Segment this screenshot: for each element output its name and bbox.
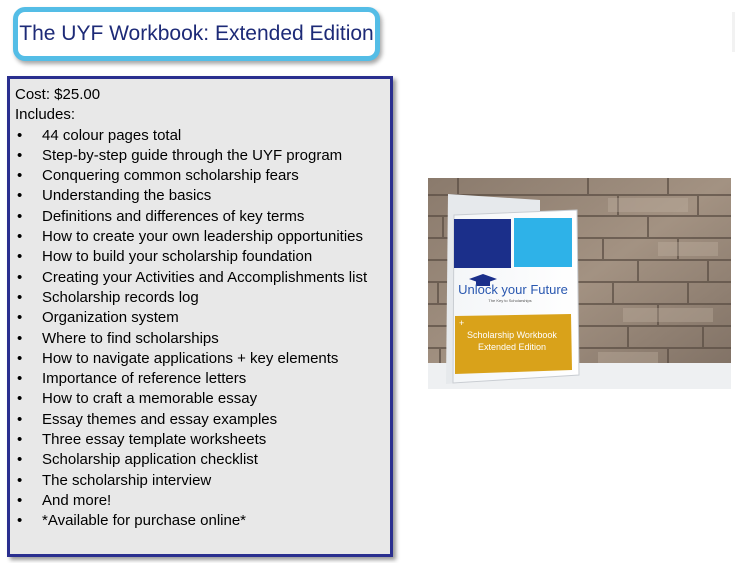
feature-item — [15, 207, 390, 227]
feature-item — [15, 389, 390, 409]
page-title: The UYF Workbook: Extended Edition — [19, 22, 374, 45]
feature-text: Essay themes and essay examples — [42, 410, 278, 428]
feature-text: The scholarship interview — [42, 471, 212, 489]
feature-item — [15, 146, 390, 166]
feature-text: Importance of reference letters — [42, 370, 247, 388]
bullet-icon: • — [17, 471, 23, 489]
title-banner — [13, 7, 380, 61]
feature-item — [15, 410, 390, 430]
bullet-icon: • — [17, 207, 23, 225]
feature-item — [15, 511, 390, 531]
feature-item — [15, 268, 390, 288]
bullet-icon: • — [17, 431, 23, 449]
bullet-icon: • — [17, 349, 23, 367]
cover-dark-square — [454, 219, 511, 268]
cost-label: Cost: $25.00 — [15, 86, 101, 103]
cover-plus: + — [459, 318, 465, 328]
cover-brand: Unlock your Future — [458, 282, 568, 297]
cover-light-square — [514, 218, 572, 267]
feature-text: Scholarship records log — [42, 288, 199, 306]
bullet-icon: • — [17, 491, 23, 509]
bullet-icon: • — [17, 248, 23, 266]
feature-text: Where to find scholarships — [42, 329, 219, 347]
feature-item — [15, 126, 390, 146]
cover-tagline: The Key to Scholarships — [488, 298, 532, 303]
bullet-icon: • — [17, 512, 23, 530]
feature-list — [15, 126, 390, 532]
cover-title-line2: Extended Edition — [477, 342, 547, 352]
bullet-icon: • — [17, 146, 23, 164]
workbook-photo — [428, 178, 731, 389]
feature-item — [15, 450, 390, 470]
feature-item — [15, 491, 390, 511]
feature-text: How to navigate applications + key elements — [42, 349, 339, 367]
feature-text: Scholarship application checklist — [42, 451, 258, 469]
feature-text: How to build your scholarship foundation — [42, 248, 313, 266]
feature-item — [15, 329, 390, 349]
bullet-icon: • — [17, 370, 23, 388]
feature-text: Conquering common scholarship fears — [42, 167, 299, 185]
feature-item — [15, 430, 390, 450]
feature-item — [15, 288, 390, 308]
bullet-icon: • — [17, 451, 23, 469]
cover-title-line1: Scholarship Workbook — [467, 330, 557, 340]
feature-item — [15, 349, 390, 369]
bullet-icon: • — [17, 410, 23, 428]
bullet-icon: • — [17, 228, 23, 246]
feature-text: Creating your Activities and Accomplishments list — [42, 268, 368, 286]
bullet-icon: • — [17, 268, 23, 286]
book-cover — [453, 210, 579, 383]
product-info-panel — [7, 76, 393, 557]
bullet-icon: • — [17, 390, 23, 408]
feature-text: 44 colour pages total — [42, 126, 182, 144]
bullet-icon: • — [17, 288, 23, 306]
feature-text: *Available for purchase online* — [42, 512, 247, 530]
feature-item — [15, 227, 390, 247]
feature-text: Organization system — [42, 309, 179, 327]
feature-text: And more! — [42, 491, 112, 509]
feature-text: Three essay template worksheets — [42, 431, 267, 449]
feature-item — [15, 369, 390, 389]
feature-item — [15, 166, 390, 186]
feature-text: Definitions and differences of key terms — [42, 207, 305, 225]
feature-text: How to craft a memorable essay — [42, 390, 258, 408]
bullet-icon: • — [17, 126, 23, 144]
feature-item — [15, 186, 390, 206]
feature-text: Understanding the basics — [42, 187, 212, 205]
bullet-icon: • — [17, 309, 23, 327]
bullet-icon: • — [17, 187, 23, 205]
includes-label: Includes: — [15, 106, 76, 124]
feature-item — [15, 247, 390, 267]
feature-text: How to create your own leadership opportunities — [42, 228, 364, 246]
feature-text: Step-by-step guide through the UYF program — [42, 146, 343, 164]
feature-item — [15, 308, 390, 328]
bullet-icon: • — [17, 329, 23, 347]
bullet-icon: • — [17, 167, 23, 185]
feature-item — [15, 471, 390, 491]
